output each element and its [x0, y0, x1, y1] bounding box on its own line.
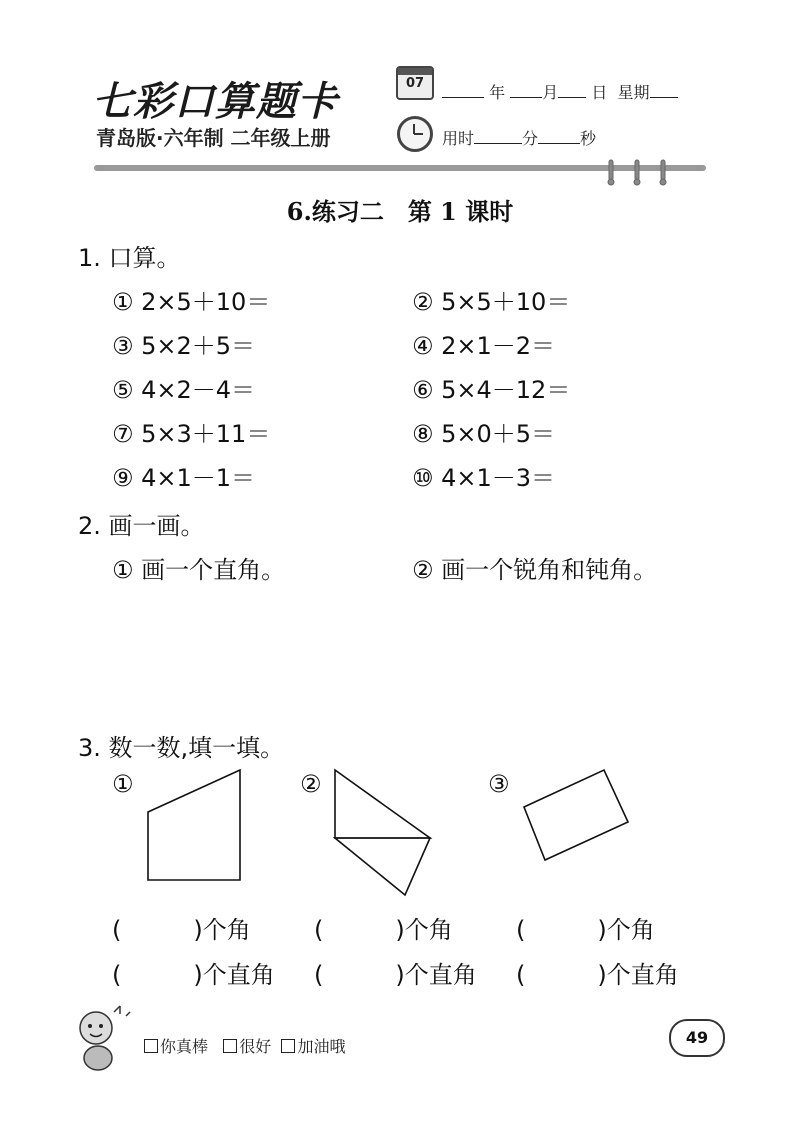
rating-label-2: 很好	[239, 1037, 272, 1056]
q1-problem-3: ③ 5×2＋5＝	[112, 332, 256, 360]
q3-right-angle-count-1[interactable]: ( )个直角	[112, 961, 275, 989]
rating-checkbox-1[interactable]	[144, 1039, 158, 1053]
month-label: 月	[542, 83, 559, 102]
q1-problem-9: ⑨ 4×1－1＝	[112, 464, 256, 492]
q3-right-angle-count-3[interactable]: ( )个直角	[516, 961, 679, 989]
mascot-character-icon	[70, 1002, 134, 1074]
q1-heading: 1. 口算。	[78, 244, 181, 272]
seconds-label: 秒	[580, 129, 597, 148]
calendar-number: 07	[405, 76, 425, 91]
q3-angle-count-1[interactable]: ( )个角	[112, 916, 251, 944]
rating-label-3: 加油哦	[297, 1037, 346, 1056]
weekday-label: 星期	[617, 83, 650, 102]
q1-problem-6: ⑥ 5×4－12＝	[412, 376, 571, 404]
time-used-label: 用时	[442, 129, 475, 148]
q1-problem-1: ① 2×5＋10＝	[112, 288, 271, 316]
lesson-title: 6.练习二 第 1 课时	[286, 197, 514, 226]
q1-problem-4: ④ 2×1－2＝	[412, 332, 556, 360]
q3-marker-2: ②	[300, 770, 322, 798]
q3-angle-count-3[interactable]: ( )个角	[516, 916, 655, 944]
figure-3-rectangle	[524, 770, 628, 860]
q1-problem-10: ⑩ 4×1－3＝	[412, 464, 556, 492]
rating-options	[144, 1034, 345, 1057]
q3-heading: 3. 数一数,填一填。	[78, 734, 285, 762]
rating-checkbox-3[interactable]	[281, 1039, 295, 1053]
q1-problem-5: ⑤ 4×2－4＝	[112, 376, 256, 404]
q2-task-right-angle: ① 画一个直角。	[112, 556, 286, 584]
edition-label: 青岛版·六年制 二年级上册	[96, 126, 331, 150]
q3-marker-1: ①	[112, 770, 134, 798]
q2-heading: 2. 画一画。	[78, 512, 205, 540]
rating-label-1: 你真棒	[160, 1037, 209, 1056]
rating-checkbox-2[interactable]	[223, 1039, 237, 1053]
q1-problem-7: ⑦ 5×3＋11＝	[112, 420, 271, 448]
q2-task-acute-obtuse: ② 画一个锐角和钝角。	[412, 556, 658, 584]
page-number: 49	[669, 1019, 725, 1057]
q1-problem-2: ② 5×5＋10＝	[412, 288, 571, 316]
year-label: 年	[489, 83, 506, 102]
figure-1-quadrilateral	[148, 770, 240, 880]
minutes-label: 分	[522, 129, 539, 148]
logo-title: 七彩口算题卡	[92, 78, 338, 125]
day-label: 日	[591, 83, 608, 102]
q1-problem-8: ⑧ 5×0＋5＝	[412, 420, 556, 448]
q3-angle-count-2[interactable]: ( )个角	[314, 916, 453, 944]
q3-right-angle-count-2[interactable]: ( )个直角	[314, 961, 477, 989]
q3-marker-3: ③	[488, 770, 510, 798]
figure-2-triangles	[335, 770, 430, 895]
